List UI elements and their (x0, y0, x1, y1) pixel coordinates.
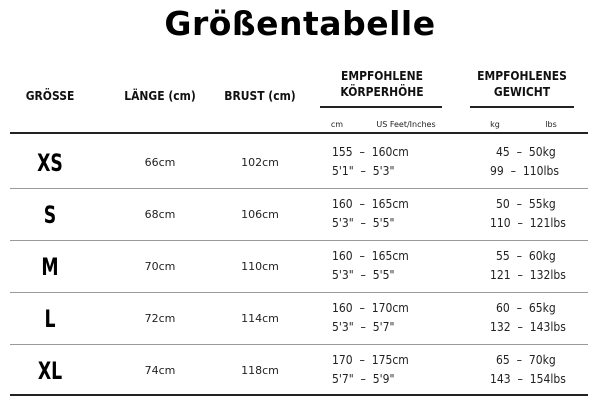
height-header-underline (320, 106, 442, 108)
weight-lbs-range: 132 – 143lbs (490, 320, 566, 334)
weight-kg-range: 50 – 55kg (496, 197, 556, 211)
table-row (10, 137, 588, 189)
table-row (10, 293, 588, 345)
height-ft-range: 5'1" – 5'3" (332, 164, 395, 178)
height-ft-range: 5'3" – 5'5" (332, 268, 395, 282)
height-cm-range: 155 – 160cm (332, 145, 409, 159)
height-cm-range: 170 – 175cm (332, 353, 409, 367)
length-value: 72cm (144, 312, 176, 325)
page-title: Größentabelle (164, 4, 436, 43)
weight-lbs-range: 99 – 110lbs (490, 164, 559, 178)
length-value: 70cm (144, 260, 176, 273)
header-recommended-weight-line1: EMPFOHLENES (477, 68, 567, 83)
height-ft-range: 5'3" – 5'5" (332, 216, 395, 230)
subheader-lbs: lbs (545, 120, 557, 129)
header-size: GRÖSSE (25, 88, 75, 103)
chest-value: 110cm (241, 260, 279, 273)
weight-lbs-range: 110 – 121lbs (490, 216, 566, 230)
chest-value: 114cm (241, 312, 279, 325)
size-label: M (41, 253, 59, 281)
subheader-cm: cm (330, 120, 344, 129)
size-label: XL (37, 357, 63, 385)
weight-kg-range: 55 – 60kg (496, 249, 556, 263)
weight-kg-range: 60 – 65kg (496, 301, 556, 315)
weight-header-underline (470, 106, 574, 108)
size-label: S (43, 201, 57, 229)
chest-value: 102cm (241, 156, 279, 169)
length-value: 74cm (144, 364, 176, 377)
size-label: L (44, 305, 56, 333)
weight-kg-range: 65 – 70kg (496, 353, 556, 367)
size-label: XS (37, 149, 63, 177)
subheader-kg: kg (490, 120, 500, 129)
length-value: 68cm (144, 208, 176, 221)
length-value: 66cm (144, 156, 176, 169)
header-recommended-weight (470, 68, 573, 100)
weight-kg-range: 45 – 50kg (496, 145, 556, 159)
header-recommended-height (322, 68, 442, 100)
header-recommended-height-line2: KÖRPERHÖHE (340, 84, 424, 99)
header-length: LÄNGE (cm) (124, 88, 196, 103)
height-cm-range: 160 – 165cm (332, 197, 409, 211)
table-top-rule (10, 132, 588, 134)
weight-lbs-range: 143 – 154lbs (490, 372, 566, 386)
height-ft-range: 5'3" – 5'7" (332, 320, 395, 334)
weight-lbs-range: 121 – 132lbs (490, 268, 566, 282)
header-recommended-height-line1: EMPFOHLENE (341, 68, 423, 83)
chest-value: 106cm (241, 208, 279, 221)
height-cm-range: 160 – 165cm (332, 249, 409, 263)
table-row (10, 241, 588, 293)
subheader-us-feet-inches: US Feet/Inches (376, 120, 436, 129)
height-cm-range: 160 – 170cm (332, 301, 409, 315)
height-ft-range: 5'7" – 5'9" (332, 372, 395, 386)
table-row (10, 345, 588, 397)
chest-value: 118cm (241, 364, 279, 377)
header-recommended-weight-line2: GEWICHT (493, 84, 551, 99)
table-bottom-rule (10, 394, 588, 396)
table-row (10, 189, 588, 241)
header-chest: BRUST (cm) (224, 88, 296, 103)
